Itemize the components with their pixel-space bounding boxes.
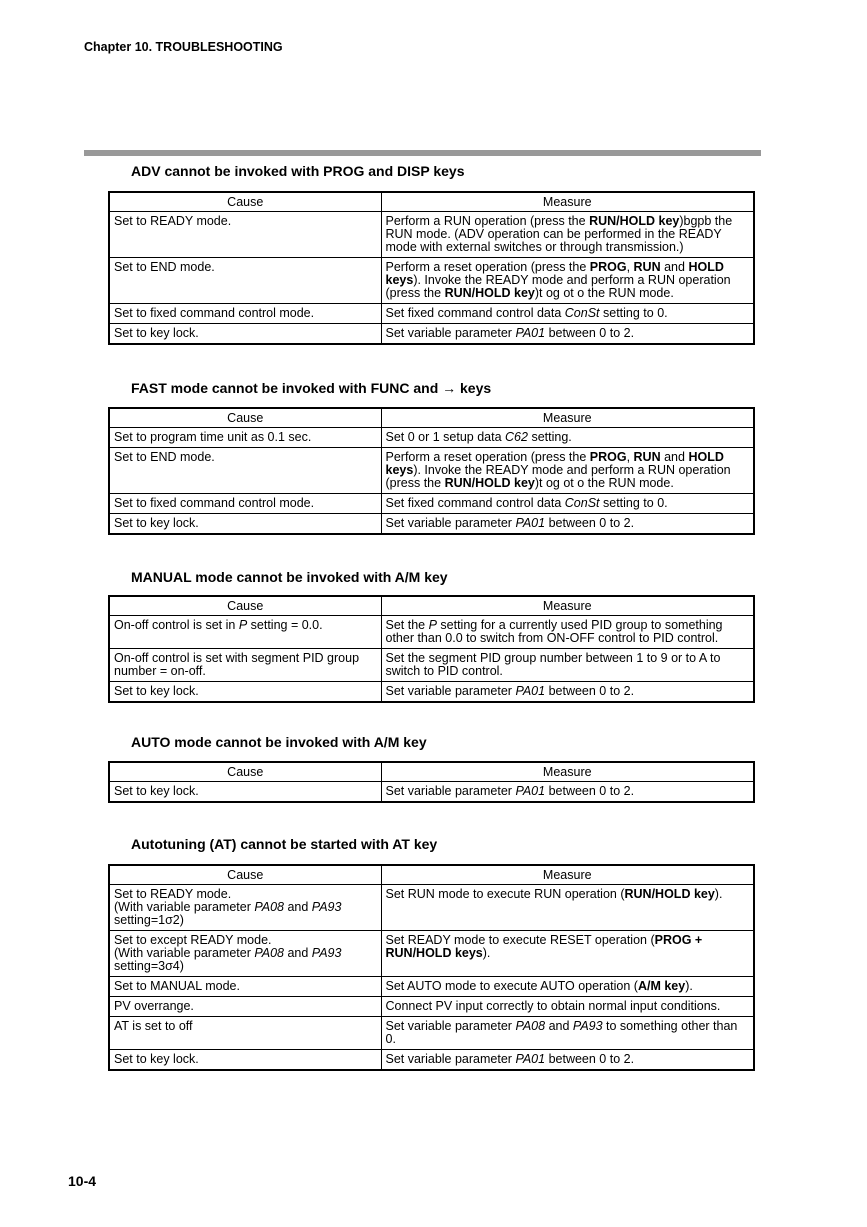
italic-text: ConSt	[564, 496, 600, 510]
italic-text: ConSt	[564, 306, 600, 320]
measure-cell	[381, 682, 754, 703]
measure-cell	[381, 304, 754, 324]
cause-cell	[109, 997, 381, 1017]
measure-cell	[381, 428, 754, 448]
table-header-row	[109, 865, 754, 885]
cause-header: Cause	[109, 408, 381, 428]
measure-cell	[381, 324, 754, 345]
bold-text: RUN	[633, 260, 661, 274]
italic-text: PA08	[515, 1019, 546, 1033]
bold-text: PROG	[589, 260, 627, 274]
measure-cell	[381, 649, 754, 682]
bold-text: HOLD keys	[385, 260, 724, 287]
text-run: (With variable parameter	[114, 900, 255, 914]
page-number: 10-4	[68, 1173, 97, 1189]
measure-cell	[381, 782, 754, 803]
table-header-row	[109, 596, 754, 616]
cause-cell	[109, 448, 381, 494]
text-run: ).	[685, 979, 693, 993]
measure-cell	[381, 212, 754, 258]
cause-cell	[109, 212, 381, 258]
table-row	[109, 448, 754, 494]
italic-text: P	[238, 618, 248, 632]
text-run: )bgpb the RUN mode. (ADV operation can be performed in the READY mode with external switches or through transmission.)	[385, 214, 733, 254]
bold-text: PROG	[589, 450, 627, 464]
bold-text: HOLD keys	[385, 450, 724, 477]
text-run: to something other than 0.	[385, 1019, 738, 1046]
text-run: ). Invoke the READY mode and perform a RUN operation (press the	[385, 273, 731, 300]
text-run: Set to fixed command control mode.	[114, 496, 315, 510]
text-run: Set fixed command control data	[385, 306, 565, 320]
text-run: setting=3σ4)	[114, 959, 184, 973]
italic-text: PA08	[254, 946, 284, 960]
table-row	[109, 494, 754, 514]
troubleshooting-table	[108, 407, 755, 535]
italic-text: PA01	[515, 784, 546, 798]
cause-header: Cause	[109, 192, 381, 212]
text-run: Set to program time unit as 0.1 sec.	[114, 430, 312, 444]
cause-cell	[109, 616, 381, 649]
bold-text: A/M key	[637, 979, 686, 993]
cause-cell	[109, 258, 381, 304]
chapter-header: Chapter 10. TROUBLESHOOTING	[84, 40, 283, 54]
text-run: ).	[714, 887, 723, 901]
measure-cell	[381, 616, 754, 649]
text-run: and	[660, 260, 689, 274]
table-row	[109, 1017, 754, 1050]
bold-text: RUN/HOLD key	[444, 286, 535, 300]
measure-header: Measure	[381, 865, 754, 885]
table-row	[109, 997, 754, 1017]
italic-text: PA01	[515, 1052, 546, 1066]
measure-cell	[381, 1050, 754, 1071]
table-row	[109, 782, 754, 803]
text-run: ).	[482, 946, 491, 960]
text-run: setting to 0.	[599, 306, 668, 320]
measure-cell	[381, 258, 754, 304]
italic-text: PA93	[572, 1019, 603, 1033]
text-run: Set the segment PID group number between 1 to 9 or to A to switch to PID control.	[385, 651, 721, 678]
measure-cell	[381, 977, 754, 997]
measure-header: Measure	[381, 762, 754, 782]
text-run: Set variable parameter	[385, 1052, 516, 1066]
text-run: and	[283, 946, 312, 960]
italic-text: PA93	[311, 900, 342, 914]
text-run: On-off control is set in	[114, 618, 239, 632]
section-title: FAST mode cannot be invoked with FUNC and → keys	[131, 380, 492, 396]
cause-cell	[109, 782, 381, 803]
text-run: Set variable parameter	[385, 326, 516, 340]
text-run: between 0 to 2.	[545, 326, 635, 340]
table-row	[109, 1050, 754, 1071]
text-run: Set AUTO mode to execute AUTO operation (	[385, 979, 638, 993]
section-title: AUTO mode cannot be invoked with A/M key	[131, 734, 427, 750]
text-run: setting = 0.0.	[247, 618, 323, 632]
cause-header: Cause	[109, 762, 381, 782]
italic-text: PA01	[515, 684, 546, 698]
text-run: between 0 to 2.	[545, 1052, 635, 1066]
italic-text: PA93	[311, 946, 342, 960]
text-run: PV overrange.	[114, 999, 194, 1013]
text-run: ,	[626, 260, 634, 274]
text-run: )t og ot o the RUN mode.	[534, 476, 674, 490]
measure-cell	[381, 1017, 754, 1050]
cause-cell	[109, 885, 381, 931]
text-run: Set to READY mode.	[114, 214, 232, 228]
text-run: Set fixed command control data	[385, 496, 565, 510]
text-run: Set to key lock.	[114, 516, 199, 530]
text-run: and	[283, 900, 312, 914]
table-row	[109, 258, 754, 304]
text-run: between 0 to 2.	[545, 516, 635, 530]
text-run: Set the	[385, 618, 429, 632]
text-run: and	[660, 450, 689, 464]
italic-text: PA01	[515, 326, 546, 340]
troubleshooting-table	[108, 191, 755, 345]
text-run: )t og ot o the RUN mode.	[534, 286, 674, 300]
cause-cell	[109, 1017, 381, 1050]
text-run: Set variable parameter	[385, 1019, 516, 1033]
italic-text: C62	[505, 430, 528, 444]
text-run: Set variable parameter	[385, 516, 516, 530]
text-run: Set to fixed command control mode.	[114, 306, 315, 320]
text-run: setting to 0.	[599, 496, 668, 510]
troubleshooting-table	[108, 761, 755, 803]
text-run: Set READY mode to execute RESET operation (	[385, 933, 655, 947]
italic-text: P	[428, 618, 437, 632]
text-run: (With variable parameter	[114, 946, 255, 960]
cause-cell	[109, 428, 381, 448]
table-header-row	[109, 762, 754, 782]
troubleshooting-table	[108, 864, 755, 1071]
text-run: Set to READY mode.	[114, 887, 232, 901]
text-run: Set to key lock.	[114, 684, 199, 698]
text-run: between 0 to 2.	[545, 784, 635, 798]
section-title: Autotuning (AT) cannot be started with AT key	[131, 836, 438, 852]
text-run: Set to except READY mode.	[114, 933, 272, 947]
cause-cell	[109, 649, 381, 682]
table-row	[109, 324, 754, 345]
section-title: MANUAL mode cannot be invoked with A/M key	[131, 569, 448, 585]
measure-header: Measure	[381, 596, 754, 616]
table-header-row	[109, 408, 754, 428]
table-row	[109, 931, 754, 977]
text-run: AT is set to off	[114, 1019, 193, 1033]
measure-cell	[381, 885, 754, 931]
measure-cell	[381, 494, 754, 514]
text-run: Perform a RUN operation (press the	[385, 214, 590, 228]
table-row	[109, 212, 754, 258]
cause-cell	[109, 977, 381, 997]
text-run: Set to END mode.	[114, 450, 215, 464]
text-run: Connect PV input correctly to obtain normal input conditions.	[385, 999, 721, 1013]
cause-header: Cause	[109, 596, 381, 616]
measure-cell	[381, 997, 754, 1017]
bold-text: RUN/HOLD key	[624, 887, 715, 901]
text-run: Perform a reset operation (press the	[385, 450, 590, 464]
text-run: Set 0 or 1 setup data	[385, 430, 506, 444]
section-divider	[84, 150, 761, 156]
text-run: Set to key lock.	[114, 1052, 199, 1066]
text-run: Perform a reset operation (press the	[385, 260, 590, 274]
text-run: Set to key lock.	[114, 784, 199, 798]
italic-text: PA08	[254, 900, 284, 914]
measure-cell	[381, 514, 754, 535]
text-run: Set to key lock.	[114, 326, 199, 340]
text-run: Set RUN mode to execute RUN operation (	[385, 887, 625, 901]
bold-text: RUN/HOLD key	[589, 214, 680, 228]
text-run: setting=1σ2)	[114, 913, 184, 927]
bold-text: RUN	[633, 450, 661, 464]
section-title: ADV cannot be invoked with PROG and DISP keys	[131, 163, 465, 179]
cause-cell	[109, 1050, 381, 1071]
bold-text: PROG + RUN/HOLD keys	[385, 933, 703, 960]
text-run: Set variable parameter	[385, 784, 516, 798]
table-row	[109, 514, 754, 535]
text-run: and	[545, 1019, 573, 1033]
measure-cell	[381, 448, 754, 494]
cause-cell	[109, 324, 381, 345]
text-run: ,	[626, 450, 634, 464]
measure-header: Measure	[381, 408, 754, 428]
text-run: ). Invoke the READY mode and perform a RUN operation (press the	[385, 463, 731, 490]
text-run: Set to END mode.	[114, 260, 215, 274]
text-run: Set to MANUAL mode.	[114, 979, 240, 993]
text-run: between 0 to 2.	[545, 684, 635, 698]
table-row	[109, 428, 754, 448]
table-header-row	[109, 192, 754, 212]
table-row	[109, 977, 754, 997]
table-row	[109, 616, 754, 649]
cause-cell	[109, 931, 381, 977]
table-row	[109, 304, 754, 324]
bold-text: RUN/HOLD key	[444, 476, 535, 490]
cause-cell	[109, 682, 381, 703]
measure-header: Measure	[381, 192, 754, 212]
cause-header: Cause	[109, 865, 381, 885]
troubleshooting-table	[108, 595, 755, 703]
text-run: setting for a currently used PID group to something other than 0.0 to switch from ON-OFF control to PID control.	[385, 618, 723, 645]
italic-text: PA01	[515, 516, 546, 530]
table-row	[109, 649, 754, 682]
measure-cell	[381, 931, 754, 977]
cause-cell	[109, 304, 381, 324]
text-run: Set variable parameter	[385, 684, 516, 698]
cause-cell	[109, 514, 381, 535]
cause-cell	[109, 494, 381, 514]
table-row	[109, 885, 754, 931]
text-run: setting.	[527, 430, 572, 444]
table-row	[109, 682, 754, 703]
text-run: On-off control is set with segment PID group number = on-off.	[114, 651, 360, 678]
